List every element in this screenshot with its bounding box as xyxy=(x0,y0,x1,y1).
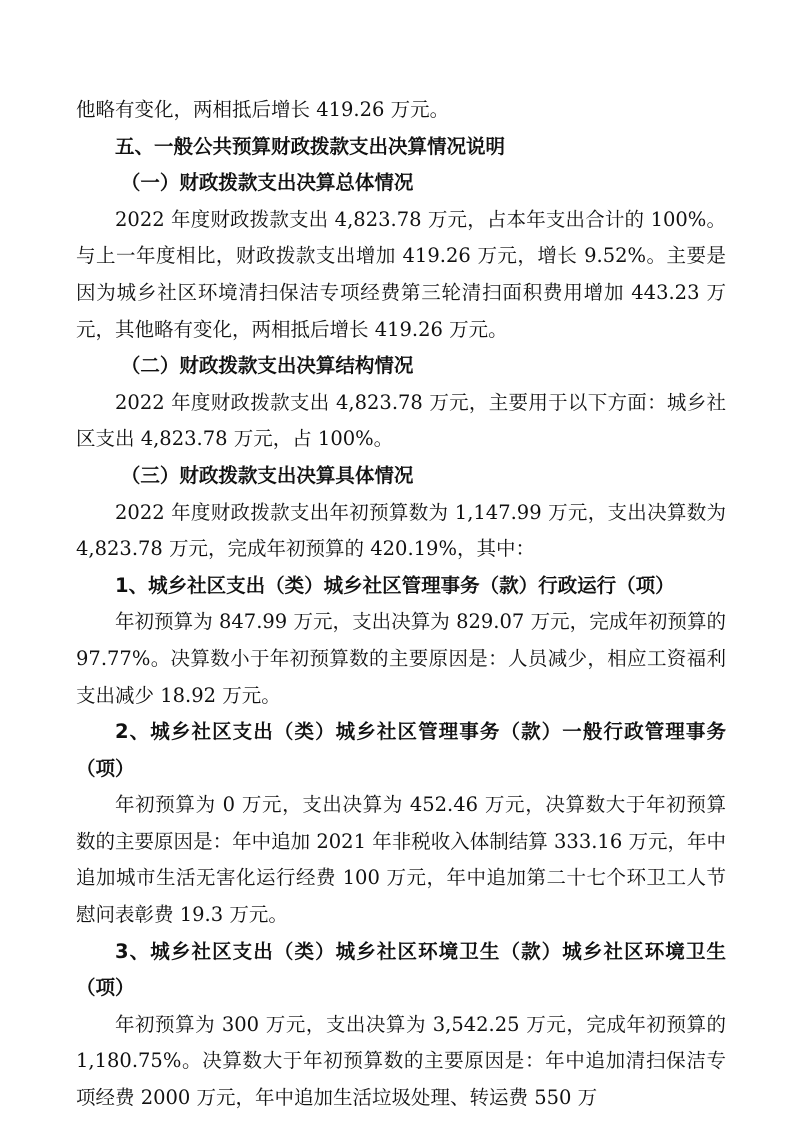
details-paragraph: 2022 年度财政拨款支出年初预算数为 1,147.99 万元，支出决算数为 4,823.78 万元，完成年初预算的 420.19%，其中： xyxy=(76,500,726,561)
overall-paragraph: 2022 年度财政拨款支出 4,823.78 万元，占本年支出合计的 100%。与上一年度相比，财政拨款支出增加 419.26 万元，增长 9.52%。主要是因为城乡社区环境清扫保洁专项经费第三轮清扫面积费用增加 443.23 万元，其他略有变化，两相抵后增长 419.26 万元。 xyxy=(76,207,726,341)
item-paragraph-3: 年初预算为 300 万元，支出决算为 3,542.25 万元，完成年初预算的 1,180.75%。决算数大于年初预算数的主要原因是：年中追加清扫保洁专项经费 2000 万元，年中追加生活垃圾处理、转运费 550 万 xyxy=(76,1012,726,1110)
section-title: 五、一般公共预算财政拨款支出决算情况说明 xyxy=(115,134,506,158)
continued-paragraph: 他略有变化，两相抵后增长 419.26 万元。 xyxy=(76,98,450,121)
item-title-3: 3、城乡社区支出（类）城乡社区环境卫生（款）城乡社区环境卫生（项） xyxy=(76,939,726,1000)
item-title-2: 2、城乡社区支出（类）城乡社区管理事务（款）一般行政管理事务（项） xyxy=(76,720,726,780)
subsection-title-structure: （二）财政拨款支出决算结构情况 xyxy=(120,354,414,378)
item-paragraph-2: 年初预算为 0 万元，支出决算为 452.46 万元，决算数大于年初预算数的主要原因是：年中追加 2021 年非税收入体制结算 333.16 万元，年中追加城市生活无害化运行经费 100 万元，年中追加第二十七个环卫工人节慰问表彰费 19.3 万元。 xyxy=(76,793,726,927)
document-page xyxy=(76,92,726,1117)
subsection-title-details: （三）财政拨款支出决算具体情况 xyxy=(120,463,414,487)
item-paragraph-1: 年初预算为 847.99 万元，支出决算为 829.07 万元，完成年初预算的 97.77%。决算数小于年初预算数的主要原因是：人员减少，相应工资福利支出减少 18.92 万元。 xyxy=(76,610,726,707)
item-title-1: 1、城乡社区支出（类）城乡社区管理事务（款）行政运行（项） xyxy=(115,573,675,597)
structure-paragraph: 2022 年度财政拨款支出 4,823.78 万元，主要用于以下方面：城乡社区支出 4,823.78 万元，占 100%。 xyxy=(76,390,726,451)
subsection-title-overall: （一）财政拨款支出决算总体情况 xyxy=(120,171,414,195)
